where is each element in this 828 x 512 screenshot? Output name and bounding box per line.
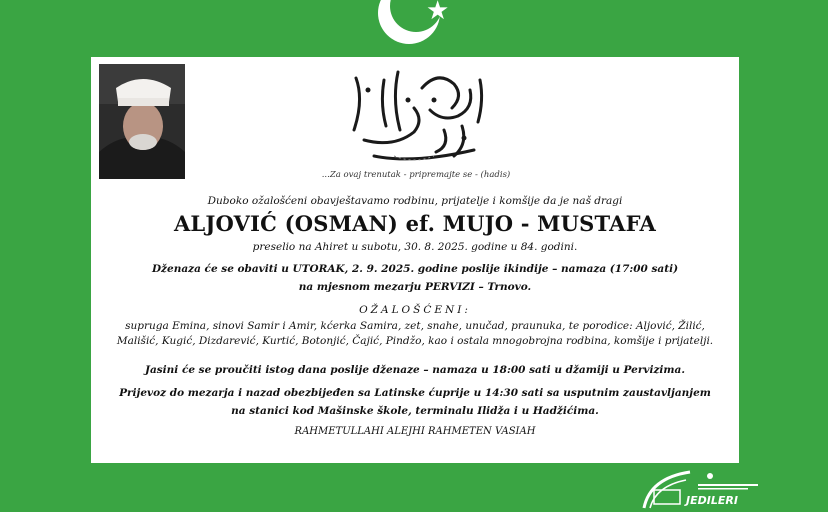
transport-text	[91, 384, 739, 420]
closing-prayer: RAHMETULLAHI ALEJHI RAHMETEN VASIAH	[294, 426, 536, 437]
transport-line-1: Prijevoz do mezarja i nazad obezbijeđen sa Latinske ćuprije u 14:30 sati sa usputnim zaustavljanjem	[119, 387, 711, 399]
logo-text: JEDILERI	[686, 494, 738, 507]
transport-line-2: na stanici kod Mašinske škole, terminalu Ilidža i u Hadžićima.	[231, 405, 599, 417]
hadis-quote: ...Za ovaj trenutak - pripremajte se - (hadis)	[321, 170, 511, 180]
dzenaza-line-1: Dženaza će se obaviti u UTORAK, 2. 9. 2025. godine poslije ikindije – namaza (17:00 sati)	[151, 263, 679, 275]
jasini-text: Jasini će se proučiti istog dana poslije dženaze – namaza u 18:00 sati u džamiji u Pervizima.	[145, 364, 685, 376]
dzenaza-line-2: na mjesnom mezarju PERVIZI – Trnovo.	[298, 281, 532, 293]
passed-away-text: preselio na Ahiret u subotu, 30. 8. 2025. godine u 84. godini.	[252, 241, 578, 253]
portrait-photo	[99, 64, 185, 179]
intro-text: Duboko ožalošćeni obavještavamo rodbinu, prijatelje i komšije da je naš dragi	[207, 195, 623, 207]
mourners-heading: OŽALOŠĆENI:	[359, 304, 471, 316]
calligraphy-image	[334, 60, 494, 168]
star-icon: ★	[426, 0, 450, 26]
mourners-text: supruga Emina, sinovi Samir i Amir, kćerka Samira, zet, snahe, unučad, praunuka, te porodice: Aljović, Žilić, Mališić, Kugić, Dizdarević, Kurtić, Botonjić, Čajić, Pindžo, kao i ostala mnogobrojna rodbina, komšije i prijatelji.	[116, 320, 714, 347]
deceased-name: ALJOVIĆ (OSMAN) ef. MUJO - MUSTAFA	[173, 211, 657, 236]
